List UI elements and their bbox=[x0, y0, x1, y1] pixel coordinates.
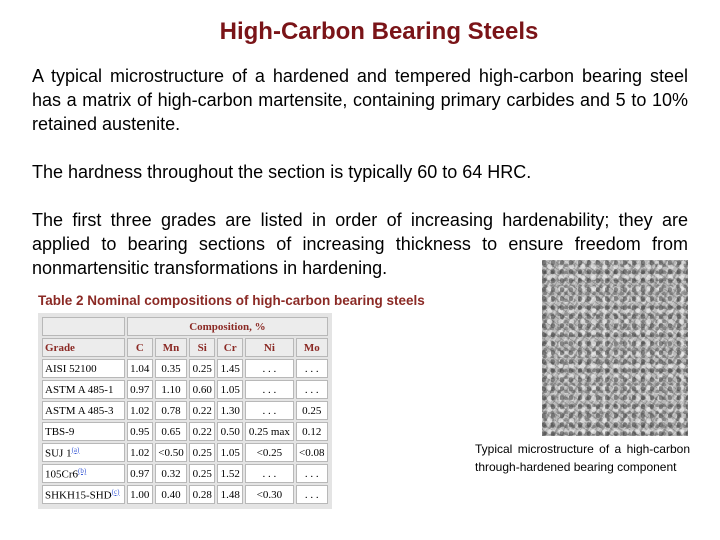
table-column-header: Grade bbox=[42, 338, 125, 357]
microstructure-image bbox=[542, 260, 688, 436]
table-cell-si: 0.25 bbox=[189, 359, 215, 378]
table-cell-mo: . . . bbox=[296, 359, 328, 378]
table-cell-grade bbox=[42, 422, 125, 441]
table-cell-si: 0.60 bbox=[189, 380, 215, 399]
table-cell-si: 0.28 bbox=[189, 485, 215, 504]
table-cell-c: 1.00 bbox=[127, 485, 153, 504]
footnote-link[interactable]: (c) bbox=[111, 487, 120, 496]
table-cell-mn: 0.65 bbox=[155, 422, 187, 441]
table-cell-ni: . . . bbox=[245, 464, 293, 483]
table-column-header-row bbox=[42, 338, 328, 357]
table-cell-ni: . . . bbox=[245, 401, 293, 420]
table-body bbox=[42, 359, 328, 504]
composition-table bbox=[40, 315, 330, 506]
composition-table-frame bbox=[38, 313, 332, 509]
table-cell-mn: 0.40 bbox=[155, 485, 187, 504]
table-cell-ni: . . . bbox=[245, 380, 293, 399]
table-cell-grade bbox=[42, 443, 125, 462]
table-cell-grade bbox=[42, 401, 125, 420]
grade-name: 105Cr6 bbox=[45, 468, 78, 481]
table-caption: Table 2 Nominal compositions of high-carbon bearing steels bbox=[38, 293, 425, 308]
table-cell-c: 1.02 bbox=[127, 401, 153, 420]
grade-name: ASTM A 485-3 bbox=[45, 404, 114, 417]
table-cell-cr: 1.45 bbox=[217, 359, 243, 378]
table-cell-cr: 0.50 bbox=[217, 422, 243, 441]
table-cell-c: 0.97 bbox=[127, 380, 153, 399]
table-cell-cr: 1.30 bbox=[217, 401, 243, 420]
table-cell-si: 0.22 bbox=[189, 401, 215, 420]
table-cell-mo: . . . bbox=[296, 380, 328, 399]
table-row bbox=[42, 443, 328, 462]
table-cell-si: 0.25 bbox=[189, 464, 215, 483]
table-cell-cr: 1.52 bbox=[217, 464, 243, 483]
table-cell-mn: 0.32 bbox=[155, 464, 187, 483]
table-cell-grade bbox=[42, 380, 125, 399]
footnote-link[interactable]: (a) bbox=[71, 445, 80, 454]
table-column-header: Ni bbox=[245, 338, 293, 357]
table-cell-ni: <0.25 bbox=[245, 443, 293, 462]
footnote-link[interactable]: (b) bbox=[78, 466, 87, 475]
table-cell-grade bbox=[42, 464, 125, 483]
table-header-empty bbox=[42, 317, 125, 336]
table-cell-si: 0.25 bbox=[189, 443, 215, 462]
table-group-header: Composition, % bbox=[127, 317, 328, 336]
grade-name: TBS-9 bbox=[45, 425, 75, 438]
table-row bbox=[42, 422, 328, 441]
grade-name: SUJ 1 bbox=[45, 447, 72, 460]
table-cell-si: 0.22 bbox=[189, 422, 215, 441]
paragraph-hardenability: The first three grades are listed in order of increasing hardenability; they are applied to bearing sections of increasing thickness to ensure freedom from nonmartensitic transformations in hardening. bbox=[32, 210, 688, 278]
table-column-header: Mn bbox=[155, 338, 187, 357]
table-cell-mn: 1.10 bbox=[155, 380, 187, 399]
table-cell-c: 1.04 bbox=[127, 359, 153, 378]
paragraph-hardness: The hardness throughout the section is typically 60 to 64 HRC. bbox=[32, 162, 532, 182]
table-cell-ni: . . . bbox=[245, 359, 293, 378]
table-cell-grade bbox=[42, 485, 125, 504]
paragraph-microstructure: A typical microstructure of a hardened and tempered high-carbon bearing steel has a matrix of high-carbon martensite, containing primary carbides and 5 to 10% retained austenite. bbox=[32, 66, 688, 134]
table-cell-ni: <0.30 bbox=[245, 485, 293, 504]
table-cell-cr: 1.05 bbox=[217, 380, 243, 399]
grade-name: ASTM A 485-1 bbox=[45, 383, 114, 396]
table-cell-mo: . . . bbox=[296, 485, 328, 504]
table-cell-mo: <0.08 bbox=[296, 443, 328, 462]
table-row bbox=[42, 464, 328, 483]
grade-name: AISI 52100 bbox=[45, 362, 97, 375]
table-column-header: Si bbox=[189, 338, 215, 357]
table-column-header: Cr bbox=[217, 338, 243, 357]
table-cell-cr: 1.05 bbox=[217, 443, 243, 462]
table-cell-c: 1.02 bbox=[127, 443, 153, 462]
figure-caption: Typical microstructure of a high-carbon through-hardened bearing component bbox=[475, 442, 690, 474]
table-row bbox=[42, 401, 328, 420]
table-cell-mo: . . . bbox=[296, 464, 328, 483]
table-row bbox=[42, 359, 328, 378]
table-cell-c: 0.95 bbox=[127, 422, 153, 441]
table-column-header: C bbox=[127, 338, 153, 357]
table-cell-c: 0.97 bbox=[127, 464, 153, 483]
table-row bbox=[42, 380, 328, 399]
table-cell-mn: <0.50 bbox=[155, 443, 187, 462]
table-cell-grade bbox=[42, 359, 125, 378]
table-cell-ni: 0.25 max bbox=[245, 422, 293, 441]
table-cell-mn: 0.78 bbox=[155, 401, 187, 420]
table-cell-mo: 0.12 bbox=[296, 422, 328, 441]
table-cell-cr: 1.48 bbox=[217, 485, 243, 504]
grade-name: SHKH15-SHD bbox=[45, 489, 112, 502]
page-title: High-Carbon Bearing Steels bbox=[219, 18, 539, 45]
table-cell-mn: 0.35 bbox=[155, 359, 187, 378]
table-row bbox=[42, 485, 328, 504]
table-cell-mo: 0.25 bbox=[296, 401, 328, 420]
table-column-header: Mo bbox=[296, 338, 328, 357]
